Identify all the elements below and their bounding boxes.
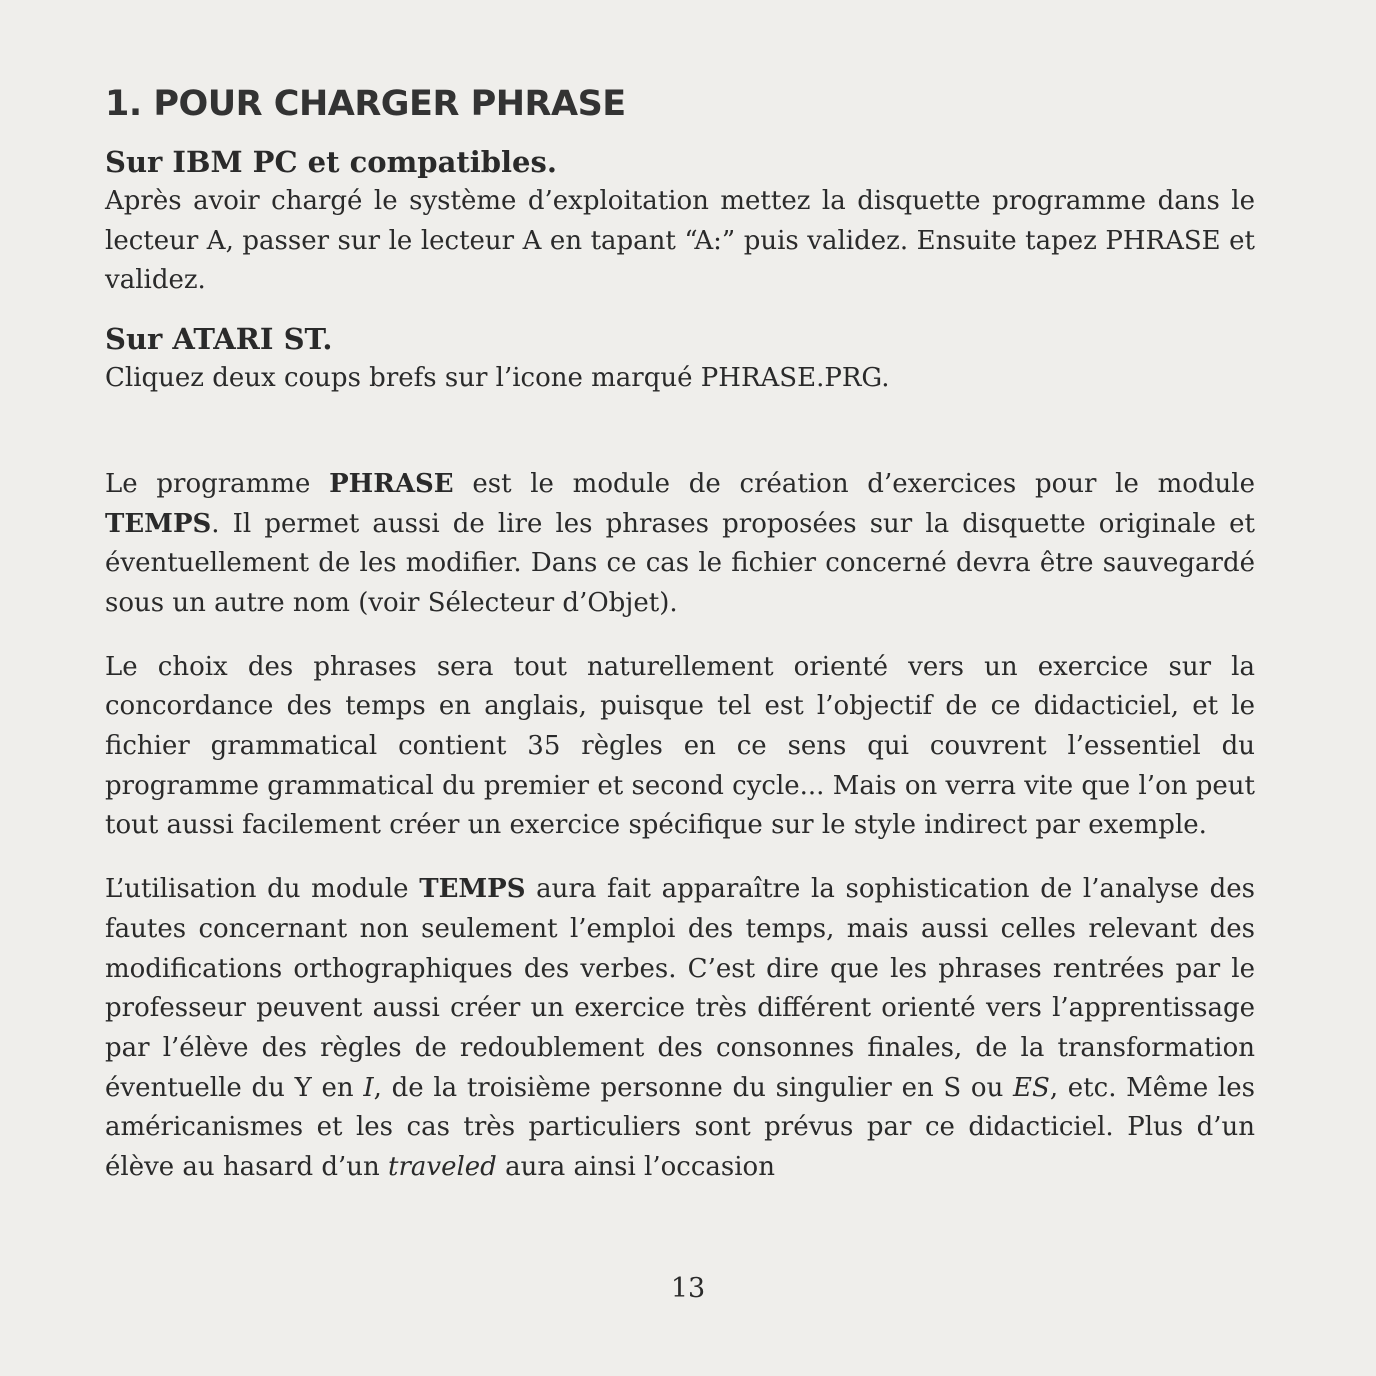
atari-heading: Sur ATARI ST. [105, 322, 333, 357]
text-run: est le module de création d’exercices pour le module [453, 468, 1255, 499]
bold-term-temps: TEMPS [105, 508, 212, 539]
atari-instructions: Cliquez deux coups brefs sur l’icone marqué PHRASE.PRG. [105, 363, 890, 394]
section-title: 1. POUR CHARGER PHRASE [105, 84, 626, 124]
paragraph-utilisation-temps [105, 870, 1255, 1188]
spacer [105, 301, 1255, 319]
italic-term: traveled [388, 1152, 497, 1183]
text-run: aura ainsi l’occasion [496, 1152, 775, 1183]
text-run: , de la troisième personne du singulier en S ou [373, 1072, 1014, 1103]
spacer [105, 399, 1255, 465]
ibm-heading: Sur IBM PC et compatibles. [105, 145, 557, 179]
text-run: , etc. Même les américanismes et les cas très particuliers sont prévus par ce didacticiel. Plus d’un élève au hasard d’un [105, 1072, 1255, 1183]
page-content [105, 80, 1255, 1188]
text-run: Le programme [105, 468, 330, 499]
text-run: . Il permet aussi de lire les phrases proposées sur la disquette originale et éventuellement de les modifier. Dans ce cas le fichier concerné devra être sauvegardé sous un autre nom (voir Sélecteur d’Objet). [105, 508, 1255, 618]
paragraph-choix-phrases: Le choix des phrases sera tout naturellement orienté vers un exercice sur la concordance des temps en anglais, puisque tel est l’objectif de ce didacticiel, et le fichier grammatical contient 35 règles en ce sens qui couvrent l’essentiel du programme grammatical du premier et second cycle... Mais on verra vite que l’on peut tout aussi facilement créer un exercice spécifique sur le style indirect par exemple. [105, 651, 1255, 841]
text-run: aura fait apparaître la sophistication de l’analyse des fautes concernant non seulement l’emploi des temps, mais aussi celles relevant des modifications orthographiques des verbes. C’est dire que les phrases rentrées par le professeur peuvent aussi créer un exercice très différent orienté vers l’apprentissage par l’élève des règles de redoublement des consonnes finales, de la transformation éventuelle du Y en [105, 874, 1255, 1103]
page-number: 13 [670, 1273, 706, 1304]
paragraph-phrase-module [105, 465, 1255, 624]
ibm-instructions: Après avoir chargé le système d’exploitation mettez la disquette programme dans le lecteur A, passer sur le lecteur A en tapant “A:” puis validez. Ensuite tapez PHRASE et validez. [105, 186, 1255, 296]
italic-term: ES [1013, 1072, 1050, 1103]
bold-term-phrase: PHRASE [329, 468, 454, 499]
italic-term: I [363, 1072, 374, 1103]
spacer [105, 846, 1255, 870]
bold-term-temps: TEMPS [419, 874, 526, 905]
text-run: L’utilisation du module [105, 874, 420, 905]
spacer [105, 624, 1255, 648]
